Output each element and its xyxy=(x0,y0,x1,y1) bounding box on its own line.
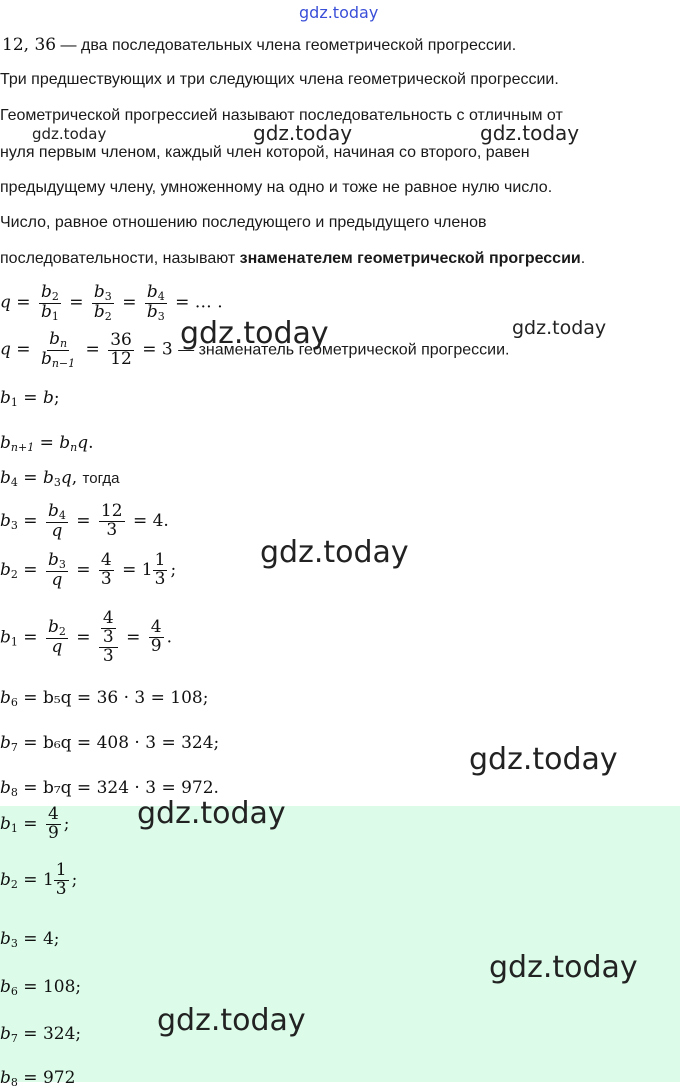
answer-b6: $b_6 = 108$; xyxy=(0,977,82,998)
watermark: gdz.today xyxy=(157,1003,306,1038)
formula-b3: $b_3$ = $\frac{b_4}{q}$ = $\frac{12}{3}$ = 4. xyxy=(0,501,169,541)
answer-b1: $b_1$ = $\frac{4}{9}$ ; xyxy=(0,804,70,843)
answer-b3: $b_3 = 4$; xyxy=(0,929,60,950)
watermark-top: gdz.today xyxy=(299,3,379,22)
answer-b8: $b_8 = 972$ xyxy=(0,1068,76,1089)
definition-line-1: Геометрической прогрессией называют последовательность с отличным от xyxy=(0,107,563,124)
given-line: 12, 36 — два последовательных члена геометрической прогрессии. xyxy=(2,35,517,55)
watermark: gdz.today xyxy=(480,121,580,145)
formula-q-ratios: q = $\frac{b_2}{b_1}$ = $\frac{b_3}{b_2}$ = $\frac{b_4}{b_3}$ = … . xyxy=(0,282,223,323)
watermark: gdz.today xyxy=(469,742,618,777)
formula-b7: $b_7 = b_6q = 408 \cdot 3 = 324$; xyxy=(0,733,220,754)
watermark: gdz.today xyxy=(512,317,607,339)
definition-line-2: нуля первым членом, каждый член которой, начиная со второго, равен xyxy=(0,144,530,161)
formula-b1: $b_1 = b$; xyxy=(0,388,60,409)
watermark: gdz.today xyxy=(32,125,107,143)
formula-bn1: $b_{n+1} = b_nq$. xyxy=(0,433,94,454)
answer-b7: $b_7 = 324$; xyxy=(0,1024,82,1045)
watermark: gdz.today xyxy=(253,121,353,145)
definition-line-4: Число, равное отношению последующего и предыдущего членов xyxy=(0,214,487,231)
definition-line-5: последовательности, называют знаменателем геометрической прогрессии. xyxy=(0,250,586,267)
formula-b4: $b_4 = b_3q$, тогда xyxy=(0,468,120,489)
definition-line-3: предыдущему члену, умноженному на одно и тоже не равное нулю число. xyxy=(0,179,553,196)
formula-b1-result: $b_1$ = $\frac{b_2}{q}$ = $\frac{\frac{4}{3}}{3}$ = $\frac{4}{9}$ . xyxy=(0,608,173,666)
answer-b2: $b_2 = 1$ $\frac{1}{3}$ ; xyxy=(0,860,78,899)
formula-b8: $b_8 = b_7q = 324 \cdot 3 = 972$. xyxy=(0,778,219,799)
watermark: gdz.today xyxy=(180,316,329,351)
watermark: gdz.today xyxy=(260,535,409,570)
formula-q-value: q = $\frac{b_n}{b_{n-1}}$ = $\frac{36}{12}$ = 3 — знаменатель геометрической прогрессии. xyxy=(0,329,510,370)
answer-block xyxy=(0,806,680,1082)
task-line: Три предшествующих и три следующих члена геометрической прогрессии. xyxy=(0,71,559,88)
watermark: gdz.today xyxy=(489,950,638,985)
formula-b2: $b_2$ = $\frac{b_3}{q}$ = $\frac{4}{3}$ = 1 $\frac{1}{3}$ ; xyxy=(0,550,177,590)
formula-b6: $b_6 = b_5q = 36 \cdot 3 = 108$; xyxy=(0,688,209,709)
watermark: gdz.today xyxy=(137,796,286,831)
